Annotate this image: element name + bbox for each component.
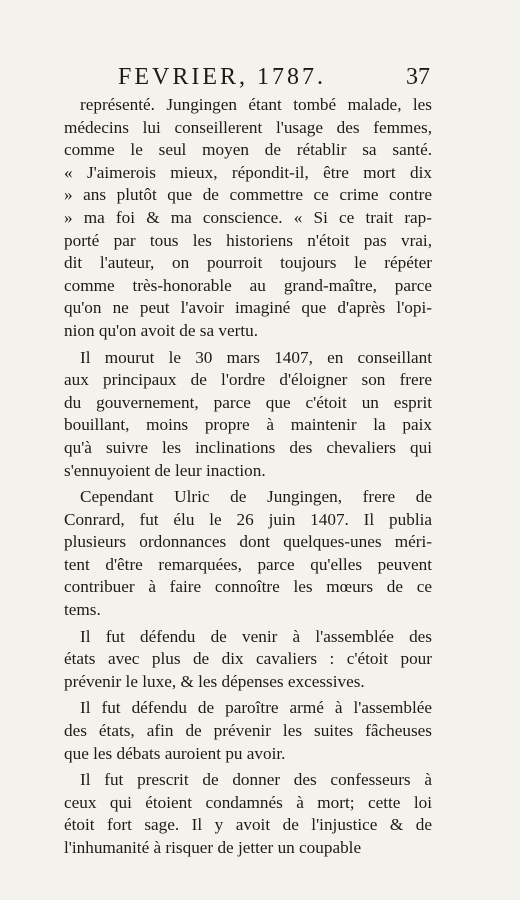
text-line: Il fut prescrit de donner des confesseurs à [80,770,432,790]
text-line: du gouvernement, parce que c'étoit un esprit [64,392,432,412]
text-line: ceux qui étoient condamnés à mort; cette loi [64,792,432,812]
text-line: étoit fort sage. Il y avoit de l'injustice & de [64,815,432,835]
text-line: « J'aimerois mieux, répondit-il, être mort dix [64,162,432,182]
paragraph [64,94,432,343]
running-head: FEVRIER, 1787. [118,64,327,90]
paragraph [64,347,432,483]
page-number: 37 [406,64,430,90]
text-line: qu'on ne peut l'avoir imaginé que d'après l'opi- [64,298,432,318]
text-line: bouillant, moins propre à maintenir la paix [64,415,432,435]
paragraph [64,626,432,694]
text-line: représenté. Jungingen étant tombé malade, les [80,95,432,114]
text-line: » ma foi & ma conscience. « Si ce trait rap- [64,207,432,227]
text-line: tems. [64,600,101,620]
text-line: prévenir le luxe, & les dépenses excessives. [64,671,365,691]
text-line: porté par tous les historiens n'étoit pas vrai, [64,230,432,250]
paragraph [64,486,432,622]
text-line: l'inhumanité à risquer de jetter un coupable [64,838,362,857]
text-line: contribuer à faire connoître les mœurs de ce [64,577,432,597]
text-line: médecins lui conseillerent l'usage des femmes, [64,117,432,137]
text-line: Il mourut le 30 mars 1407, en conseillant [80,347,432,367]
text-line: nion qu'on avoit de sa vertu. [64,320,259,340]
paragraph [64,697,432,765]
page-header [118,62,430,92]
text-line: Cependant Ulric de Jungingen, frere de [80,487,432,507]
text-line: aux principaux de l'ordre d'éloigner son frere [64,370,432,390]
text-line: comme très-honorable au grand-maître, parce [64,275,432,295]
text-line: dit l'auteur, on pourroit toujours le répéter [64,253,432,273]
text-line: des états, afin de prévenir les suites fâcheuses [64,721,432,741]
text-line: comme le seul moyen de rétablir sa santé. [64,140,432,160]
text-line: » ans plutôt que de commettre ce crime contre [64,185,432,205]
text-line: s'ennuyoient de leur inaction. [64,460,266,480]
text-line: états avec plus de dix cavaliers : c'étoit pour [64,649,432,669]
text-line: tent d'être remarquées, parce qu'elles peuvent [64,554,432,574]
paragraph [64,769,432,859]
text-line: que les débats auroient pu avoir. [64,743,286,763]
body-text [64,94,432,860]
text-line: qu'à suivre les inclinations des chevaliers qui [64,437,432,457]
text-line: plusieurs ordonnances dont quelques-unes méri- [64,532,432,552]
text-line: Il fut défendu de paroître armé à l'assemblée [80,698,432,718]
text-line: Il fut défendu de venir à l'assemblée des [80,626,432,646]
text-line: Conrard, fut élu le 26 juin 1407. Il publia [64,509,432,529]
